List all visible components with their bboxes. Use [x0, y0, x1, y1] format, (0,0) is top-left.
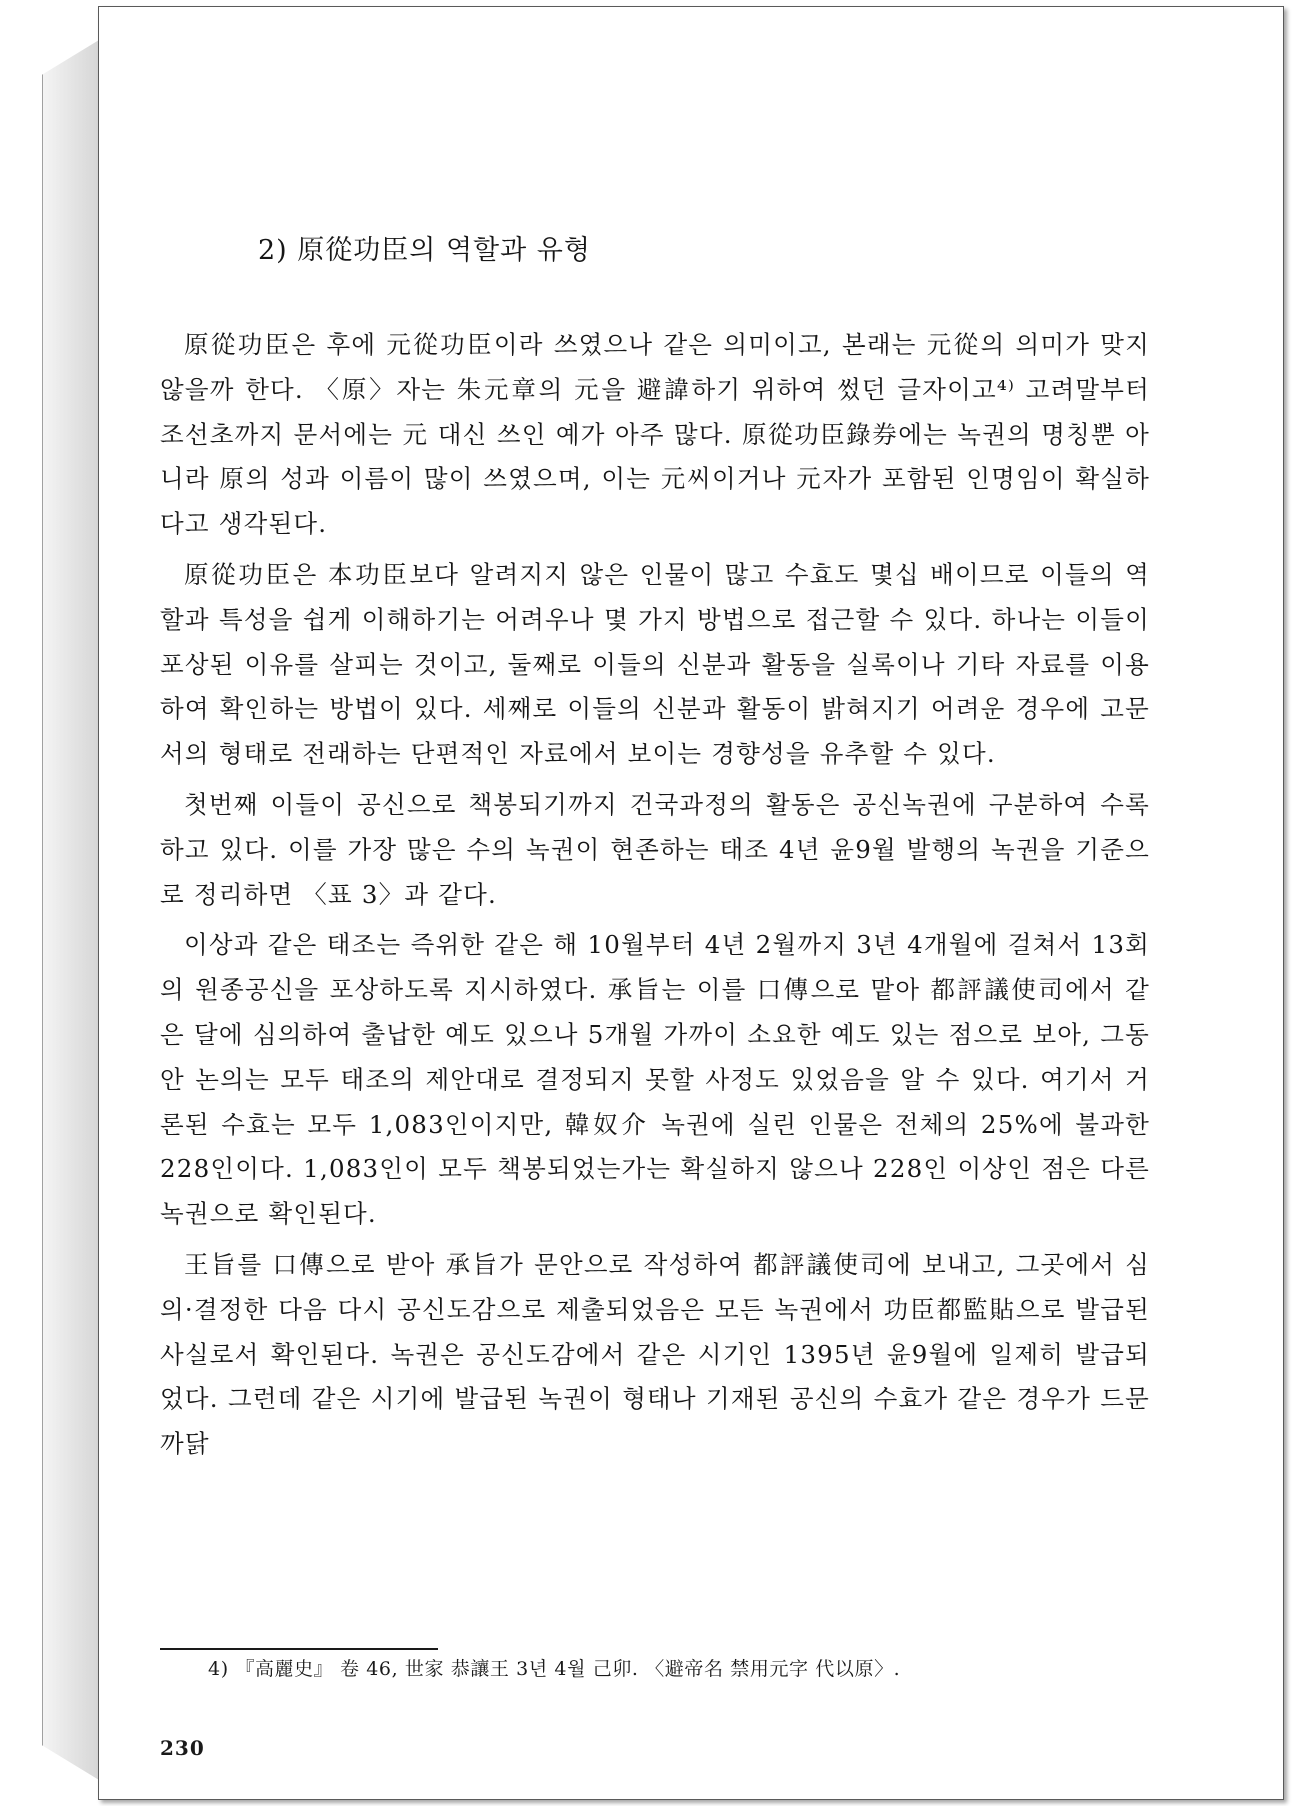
paragraph-5: 王旨를 口傳으로 받아 承旨가 문안으로 작성하여 都評議使司에 보내고, 그곳에서 심의·결정한 다음 다시 공신도감으로 제출되었음은 모든 녹권에서 功臣都監貼으로 발급된 사실로서 확인된다. 녹권은 공신도감에서 같은 시기인 1395년 윤9월에 일제히 발급되었다. 그런데 같은 시기에 발급된 녹권이 형태나 기재된 공신의 수효가 같은 경우가 드문 까닭 [160, 1249, 1150, 1459]
book-spine [42, 40, 99, 1780]
paragraph-1: 原從功臣은 후에 元從功臣이라 쓰였으나 같은 의미이고, 본래는 元從의 의미가 맞지 않을까 한다. 〈原〉자는 朱元章의 元을 避諱하기 위하여 썼던 글자이고⁴⁾ 고려말부터 조선초까지 문서에는 元 대신 쓰인 예가 아주 많다. 原從功臣錄券에는 녹권의 명칭뿐 아니라 原의 성과 이름이 많이 쓰였으며, 이는 元씨이거나 元자가 포함된 인명임이 확실하다고 생각된다. [160, 330, 1150, 539]
footnote: 4) 『高麗史』 卷 46, 世家 恭讓王 3년 4월 己卯. 〈避帝名 禁用元字 代以原〉. [208, 1658, 901, 1680]
page-number: 230 [160, 1736, 205, 1760]
page-body [160, 228, 1150, 1467]
paragraph-2: 原從功臣은 本功臣보다 알려지지 않은 인물이 많고 수효도 몇십 배이므로 이들의 역할과 특성을 쉽게 이해하기는 어려우나 몇 가지 방법으로 접근할 수 있다. 하나는 이들이 포상된 이유를 살피는 것이고, 둘째로 이들의 신분과 활동을 실록이나 기타 자료를 이용하여 확인하는 방법이 있다. 세째로 이들의 신분과 활동이 밝혀지기 어려운 경우에 고문서의 형태로 전래하는 단편적인 자료에서 보이는 경향성을 유추할 수 있다. [160, 559, 1150, 769]
footnote-divider [160, 1648, 438, 1650]
paragraph-3: 첫번째 이들이 공신으로 책봉되기까지 건국과정의 활동은 공신녹권에 구분하여 수록하고 있다. 이를 가장 많은 수의 녹권이 현존하는 태조 4년 윤9월 발행의 녹권을 기준으로 정리하면 〈표 3〉과 같다. [160, 789, 1150, 909]
section-title: 2) 原從功臣의 역할과 유형 [258, 235, 591, 266]
paragraph-4: 이상과 같은 태조는 즉위한 같은 해 10월부터 4년 2월까지 3년 4개월에 걸쳐서 13회의 원종공신을 포상하도록 지시하였다. 承旨는 이를 口傳으로 맡아 都評議使司에서 같은 달에 심의하여 출납한 예도 있으나 5개월 가까이 소요한 예도 있는 점으로 보아, 그동안 논의는 모두 태조의 제안대로 결정되지 못할 사정도 있었음을 알 수 있다. 여기서 거론된 수효는 모두 1,083인이지만, 韓奴介 녹권에 실린 인물은 전체의 25%에 불과한 228인이다. 1,083인이 모두 책봉되었는가는 확실하지 않으나 228인 이상인 점은 다른 녹권으로 확인된다. [160, 930, 1150, 1229]
